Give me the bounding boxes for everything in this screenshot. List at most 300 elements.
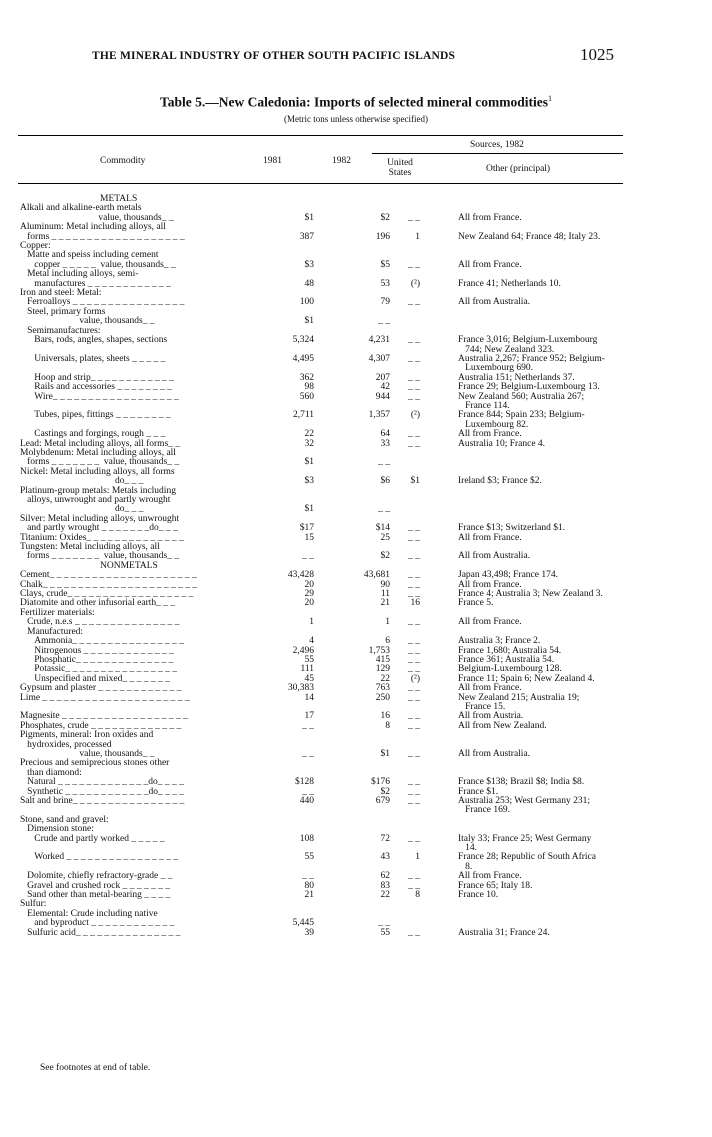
cell-1982: 16 [380,711,390,722]
cell-united-states [390,449,420,458]
cell-other-sources: All from France. [458,617,522,628]
cell-united-states: _ _ [408,871,420,882]
cell-commodity: Alkali and alkaline-earth metals [20,203,142,214]
cell-other-sources: All from France. [458,532,522,543]
cell-commodity: than diamond: [20,767,82,778]
cell-1982: _ _ [378,918,390,929]
cell-united-states: _ _ [408,523,420,534]
cell-other-sources [420,741,648,750]
cell-1982: 33 [380,438,390,449]
cell-commodity: Ammonia_ _ _ _ _ _ _ _ _ _ _ _ _ _ _ _ [20,636,184,647]
cell-other-sources: Australia 2,267; France 952; Belgium- Luxembourg 690. [458,353,605,374]
cell-united-states: _ _ [408,589,420,600]
sources-rule [372,153,623,154]
cell-commodity: Platinum-group metals: Metals including [20,485,176,496]
cell-commodity: hydroxides, processed [20,739,112,750]
col-header-1982: 1982 [332,156,351,166]
cell-other-sources: All from France. [458,871,522,882]
cell-1982: 11 [380,589,390,600]
cell-commodity: Salt and brine_ _ _ _ _ _ _ _ _ _ _ _ _ _ _ _ [20,796,185,806]
cell-other-sources: France 4; Australia 3; New Zealand 3. [458,589,603,600]
cell-other-sources: France 844; Spain 233; Belgium- Luxembourg 82. [458,410,585,430]
cell-1982: 42 [380,382,390,393]
cell-commodity: Lime _ _ _ _ _ _ _ _ _ _ _ _ _ _ _ _ _ _ _ _ _ [20,692,190,703]
cell-1982: 90 [380,579,390,590]
cell-1981: 108 [299,833,314,844]
cell-commodity: forms _ _ _ _ _ _ _ _ _ _ _ _ _ _ _ _ _ _ _ [20,231,185,242]
cell-other-sources: Australia 10; France 4. [458,438,546,449]
cell-1982: $2 [380,551,390,562]
cell-other-sources: All from Australia. [458,748,531,759]
cell-united-states: _ _ [408,664,420,675]
cell-united-states [390,317,420,326]
cell-1981: 2,711 [292,410,314,421]
cell-united-states: (²) [410,673,420,684]
cell-1982 [314,816,390,825]
cell-1982: $2 [380,212,390,223]
cell-united-states [390,487,420,496]
cell-united-states [390,505,420,514]
cell-1982: 43,681 [363,570,390,581]
cell-1981: $3 [304,476,314,487]
cell-1982: 22 [380,673,390,684]
cell-commodity: Aluminum: Metal including alloys, all [20,222,166,233]
cell-1982 [314,741,390,750]
cell-other-sources [420,317,648,326]
cell-other-sources: France $13; Switzerland $1. [458,523,566,534]
cell-1982 [314,759,390,768]
cell-united-states: (²) [410,278,420,289]
table-top-rule [18,135,623,136]
cell-other-sources: France 41; Netherlands 10. [458,278,561,289]
cell-commodity: Tubes, pipes, fittings _ _ _ _ _ _ _ _ [20,410,171,421]
cell-other-sources: France 1,680; Australia 54. [458,645,562,656]
cell-united-states: $1 [410,476,420,487]
cell-1982 [314,204,390,213]
cell-1982: $1 [380,748,390,759]
cell-1981: 43,428 [287,570,314,581]
cell-other-sources: All from France. [458,429,522,440]
cell-commodity: Lead: Metal including alloys, all forms_ _ [20,438,181,449]
col-header-sources: Sources, 1982 [470,140,524,150]
cell-united-states: _ _ [408,833,420,844]
cell-united-states [390,458,420,467]
cell-commodity: alloys, unwrought and partly wrought [20,495,171,505]
cell-1982: 22 [380,890,390,901]
col-header-united-states: United States [387,158,413,178]
cell-1981: 55 [304,852,314,863]
cell-1981 [242,251,314,260]
cell-1982: 207 [375,372,390,383]
cell-1981: 560 [299,391,314,402]
cell-united-states: _ _ [408,551,420,562]
cell-1982: _ _ [378,457,390,468]
table-row [20,599,710,608]
cell-other-sources [420,458,648,467]
cell-other-sources: France 11; Spain 6; New Zealand 4. [458,673,595,684]
cell-other-sources: France 65; Italy 18. [458,880,533,891]
running-head: THE MINERAL INDUSTRY OF OTHER SOUTH PACIFIC ISLANDS [92,50,456,62]
cell-united-states: _ _ [408,654,420,665]
cell-commodity: Nitrogenous _ _ _ _ _ _ _ _ _ _ _ _ _ [20,645,174,656]
cell-1982 [314,251,390,260]
cell-1981: 30,383 [287,683,314,694]
cell-commodity: and partly wrought _ _ _ _ _ _ _do_ _ _ [20,523,178,534]
table-row [20,317,710,326]
cell-united-states: _ _ [408,429,420,440]
cell-united-states: _ _ [408,212,420,223]
cell-united-states [390,242,420,251]
table-row [20,731,710,740]
cell-commodity: Wire_ _ _ _ _ _ _ _ _ _ _ _ _ _ _ _ _ _ [20,391,179,402]
col-header-commodity: Commodity [100,156,146,166]
cell-1982: _ _ [378,316,390,327]
cell-1981: 5,445 [292,918,314,929]
cell-1981: 5,324 [292,335,314,346]
cell-1981: 98 [304,382,314,393]
cell-other-sources [420,816,648,825]
cell-1981: 29 [304,589,314,600]
cell-commodity: manufactures _ _ _ _ _ _ _ _ _ _ _ _ [20,278,171,289]
cell-united-states: _ _ [408,532,420,543]
cell-1982: 1,357 [368,410,390,421]
cell-united-states [390,900,420,909]
cell-1982: 8 [385,720,390,731]
cell-1982: 25 [380,532,390,543]
cell-other-sources: France $1. [458,786,499,797]
cell-1981: $1 [304,212,314,223]
cell-commodity: Gravel and crushed rock _ _ _ _ _ _ _ [20,880,171,891]
cell-1981: 45 [304,673,314,684]
cell-1982: _ _ [378,504,390,515]
cell-united-states: _ _ [408,711,420,722]
cell-other-sources: All from France. [458,212,522,223]
cell-1981: 2,496 [292,645,314,656]
cell-1981: 100 [299,297,314,308]
cell-other-sources: Belgium-Luxembourg 128. [458,664,562,675]
cell-1981: _ _ [302,551,314,562]
cell-1982: 21 [380,598,390,609]
table-row [20,929,710,938]
cell-1981: 111 [300,664,314,675]
cell-other-sources: New Zealand 560; Australia 267; France 114. [458,391,585,411]
cell-1981 [242,270,314,279]
cell-1981: _ _ [302,871,314,882]
col-header-1981: 1981 [263,156,282,166]
cell-united-states: _ _ [408,927,420,938]
cell-commodity: Unspecified and mixed_ _ _ _ _ _ _ [20,673,170,684]
cell-commodity: Natural _ _ _ _ _ _ _ _ _ _ _ _ _do_ _ _ _ [20,777,184,788]
cell-other-sources [420,204,648,213]
table-subtitle: (Metric tons unless otherwise specified) [284,114,428,124]
cell-commodity: Phosphates, crude _ _ _ _ _ _ _ _ _ _ _ _ _ [20,720,182,731]
cell-commodity: Crude and partly worked _ _ _ _ _ [20,833,165,844]
cell-1982: 196 [375,231,390,242]
cell-united-states: 8 [415,890,420,901]
header-bottom-rule [18,183,623,184]
cell-other-sources [420,242,648,251]
cell-1982 [314,270,390,279]
cell-1981 [242,731,314,740]
cell-other-sources: All from France. [458,259,522,270]
cell-1981: $1 [304,504,314,515]
cell-1982: 62 [380,871,390,882]
cell-1982: 72 [380,833,390,844]
cell-1982: $2 [380,786,390,797]
cell-commodity: Worked _ _ _ _ _ _ _ _ _ _ _ _ _ _ _ _ [20,852,179,863]
cell-commodity: Potassic_ _ _ _ _ _ _ _ _ _ _ _ _ _ _ _ [20,664,178,675]
table-row [20,694,710,713]
cell-1981 [242,628,314,637]
cell-1981 [242,487,314,496]
table-title-text: Table 5.—New Caledonia: Imports of selected mineral commodities [160,94,548,110]
cell-commodity: forms _ _ _ _ _ _ _ value, thousands_ _ [20,551,180,562]
cell-other-sources: Australia 31; France 24. [458,927,550,938]
cell-1982: 944 [375,391,390,402]
cell-1982 [314,731,390,740]
cell-commodity: Magnesite _ _ _ _ _ _ _ _ _ _ _ _ _ _ _ _ _ _ [20,711,188,722]
cell-1981: 4,495 [292,353,314,364]
cell-other-sources [420,289,648,298]
table-body [20,195,710,938]
cell-1981: 387 [299,231,314,242]
cell-other-sources: All from New Zealand. [458,720,547,731]
cell-1981 [242,242,314,251]
cell-commodity: Metal including alloys, semi- [20,269,139,280]
cell-1981: 20 [304,598,314,609]
cell-other-sources: Australia 253; West Germany 231; France 169. [458,796,591,816]
table-title-footnote-mark: 1 [547,94,552,103]
cell-other-sources [420,609,648,618]
cell-1981: 17 [304,711,314,722]
cell-commodity: Tungsten: Metal including alloys, all [20,542,160,553]
table-row [20,336,710,355]
cell-1982: 415 [375,654,390,665]
cell-commodity: Sulfur: [20,899,47,910]
cell-1982: 83 [380,880,390,891]
cell-commodity: Molybdenum: Metal including alloys, all [20,447,176,458]
cell-other-sources [420,487,648,496]
table-row [20,816,710,825]
cell-1982: 679 [375,796,390,806]
cell-1982 [314,289,390,298]
cell-commodity: Matte and speiss including cement [20,250,159,261]
cell-1982: 64 [380,429,390,440]
cell-1982: $5 [380,259,390,270]
cell-other-sources: France 3,016; Belgium-Luxembourg 744; New Zealand 323. [458,335,598,355]
cell-other-sources: All from France. [458,683,522,694]
cell-commodity: Pigments, mineral: Iron oxides and [20,730,154,741]
cell-1981: $1 [304,316,314,327]
cell-united-states: _ _ [408,372,420,383]
cell-united-states [390,496,420,505]
cell-other-sources: Italy 33; France 25; West Germany 14. [458,833,592,854]
cell-other-sources: Australia 3; France 2. [458,636,541,647]
cell-1982: $6 [380,476,390,487]
cell-1981 [242,449,314,458]
table-row [20,280,710,289]
cell-other-sources: France 10. [458,890,499,901]
cell-united-states: 16 [410,598,420,609]
cell-1982 [314,900,390,909]
cell-united-states: _ _ [408,786,420,797]
cell-commodity: Dolomite, chiefly refractory-grade _ _ [20,871,173,882]
cell-united-states: _ _ [408,353,420,364]
cell-commodity: Fertilizer materials: [20,607,95,618]
cell-other-sources: France 29; Belgium-Luxembourg 13. [458,382,600,393]
cell-united-states: _ _ [408,391,420,402]
cell-commodity: Semimanufactures: [20,325,101,336]
cell-commodity: Titanium: Oxides_ _ _ _ _ _ _ _ _ _ _ _ _ _ [20,532,184,543]
cell-united-states [390,910,420,919]
cell-other-sources: All from France. [458,579,522,590]
cell-1981 [242,816,314,825]
cell-1981: 21 [304,890,314,901]
cell-commodity: Chalk_ _ _ _ _ _ _ _ _ _ _ _ _ _ _ _ _ _ _ _ _ _ [20,579,198,590]
cell-1981: 32 [304,438,314,449]
cell-1981 [242,759,314,768]
cell-united-states: _ _ [408,748,420,759]
cell-1982: 763 [375,683,390,694]
cell-1982: 4,307 [368,353,390,364]
cell-commodity: Silver: Metal including alloys, unwrought [20,513,180,524]
cell-1981: _ _ [302,786,314,797]
cell-commodity: Copper: [20,241,51,252]
cell-united-states: _ _ [408,617,420,628]
cell-commodity: Steel, primary forms [20,306,106,317]
cell-united-states: _ _ [408,777,420,788]
cell-1981 [242,204,314,213]
cell-1981: _ _ [302,720,314,731]
cell-1982: $176 [371,777,390,788]
cell-1982 [314,609,390,618]
table-row [20,355,710,374]
cell-1981: $1 [304,457,314,468]
cell-united-states: _ _ [408,636,420,647]
cell-1982 [314,242,390,251]
cell-commodity: Phosphatic_ _ _ _ _ _ _ _ _ _ _ _ _ _ [20,654,174,665]
cell-united-states: _ _ [408,259,420,270]
cell-other-sources [420,731,648,740]
cell-commodity: Hoop and strip_ _ _ _ _ _ _ _ _ _ _ _ [20,372,174,383]
cell-other-sources: France 28; Republic of South Africa 8. [458,852,596,872]
cell-commodity: copper _ _ _ _ _ value, thousands_ _ [20,259,176,270]
cell-1982 [314,468,390,477]
cell-1981: 20 [304,579,314,590]
cell-1981 [242,900,314,909]
cell-commodity: forms _ _ _ _ _ _ _ value, thousands_ _ [20,457,180,468]
cell-other-sources: Australia 151; Netherlands 37. [458,372,575,383]
cell-commodity: Sulfuric acid_ _ _ _ _ _ _ _ _ _ _ _ _ _ _ [20,927,181,938]
table-row [20,411,710,430]
table-title [0,94,712,111]
cell-united-states: _ _ [408,438,420,449]
page-number: 1025 [580,45,614,64]
cell-1981: 440 [299,796,314,806]
cell-united-states [390,308,420,317]
cell-commodity: Crude, n.e.s _ _ _ _ _ _ _ _ _ _ _ _ _ _ _ [20,617,180,628]
cell-other-sources [420,496,648,505]
cell-1982: 1,753 [368,645,390,656]
cell-1981 [242,609,314,618]
cell-1982: $14 [375,523,390,534]
cell-other-sources: Ireland $3; France $2. [458,476,542,487]
table-row [20,618,710,627]
cell-1982 [314,628,390,637]
cell-1981: _ _ [302,748,314,759]
cell-united-states: _ _ [408,692,420,703]
table-row [20,891,710,900]
cell-commodity: Nickel: Metal including alloys, all forms [20,466,175,477]
cell-commodity: Manufactured: [20,626,84,637]
cell-1981: 22 [304,429,314,440]
cell-united-states: _ _ [408,880,420,891]
cell-united-states: _ _ [408,645,420,656]
cell-other-sources: New Zealand 64; France 48; Italy 23. [458,231,601,242]
cell-1982: 43 [380,852,390,863]
cell-1981: 80 [304,880,314,891]
cell-other-sources: All from Austria. [458,711,524,722]
cell-other-sources [420,505,648,514]
cell-other-sources: France $138; Brazil $8; India $8. [458,777,585,788]
cell-other-sources: All from Australia. [458,551,531,562]
cell-other-sources: New Zealand 215; Australia 19; France 15. [458,692,580,712]
cell-commodity: Precious and semiprecious stones other [20,758,170,769]
cell-other-sources: All from Australia. [458,297,531,308]
cell-other-sources [420,759,648,768]
cell-1981: 1 [309,617,314,628]
cell-commodity: Diatomite and other infusorial earth_ _ _ [20,598,176,609]
cell-commodity: Gypsum and plaster _ _ _ _ _ _ _ _ _ _ _ _ [20,683,182,694]
cell-section: METALS [100,194,138,204]
cell-1981: $3 [304,259,314,270]
cell-1982 [314,487,390,496]
cell-1981: 4 [309,636,314,647]
cell-commodity: Sand other than metal-bearing _ _ _ _ [20,890,171,901]
table-row [20,759,710,768]
table-row [20,298,710,307]
cell-1982: 129 [375,664,390,675]
cell-commodity: value, thousands_ _ [20,212,174,223]
cell-other-sources: Japan 43,498; France 174. [458,570,558,581]
cell-commodity: Cement_ _ _ _ _ _ _ _ _ _ _ _ _ _ _ _ _ _ _ _ _ [20,570,197,581]
col-header-other: Other (principal) [486,164,551,174]
cell-commodity: value, thousands_ _ [20,748,155,759]
table-row [20,835,710,854]
cell-other-sources [420,449,648,458]
cell-united-states [390,759,420,768]
cell-united-states: (²) [410,410,420,421]
cell-other-sources [420,900,648,909]
cell-1982 [314,825,390,834]
cell-1981 [242,496,314,505]
cell-section: NONMETALS [100,560,158,571]
cell-1981: 362 [299,372,314,383]
cell-1982: 250 [375,692,390,703]
cell-1982: 1 [385,617,390,628]
cell-commodity: Synthetic _ _ _ _ _ _ _ _ _ _ _ _do_ _ _ _ [20,786,185,797]
cell-commodity: Dimension stone: [20,824,94,835]
cell-1981: 48 [304,278,314,289]
cell-united-states: _ _ [408,796,420,806]
cell-commodity: do_ _ _ [20,476,144,487]
cell-commodity: Castings and forgings, rough _ _ _ [20,429,166,440]
cell-united-states [390,731,420,740]
cell-1982: 4,231 [368,335,390,346]
cell-1981: 39 [304,927,314,938]
cell-commodity: Bars, rods, angles, shapes, sections [20,335,168,346]
cell-united-states: _ _ [408,720,420,731]
